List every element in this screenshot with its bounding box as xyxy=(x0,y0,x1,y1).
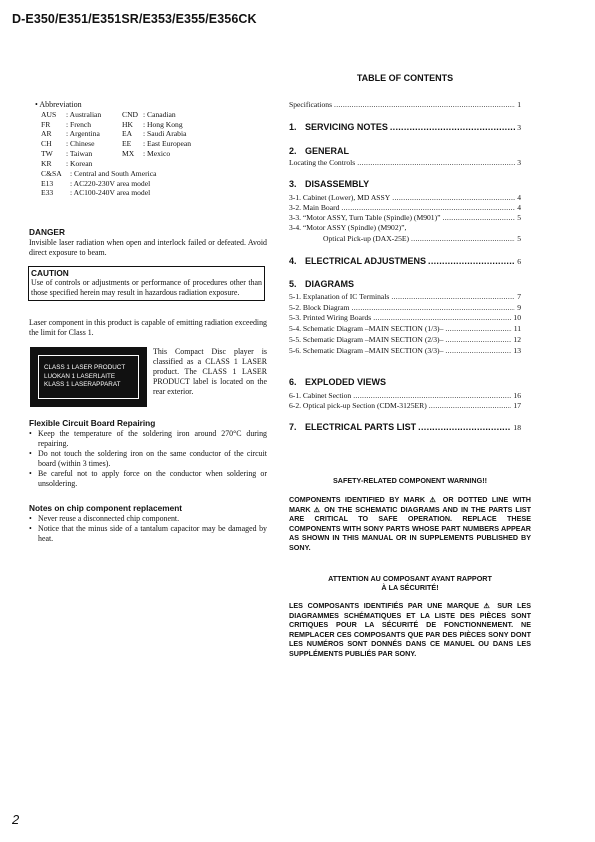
toc-title: TABLE OF CONTENTS xyxy=(356,73,454,83)
abbreviation-item: C&SA : Central and South America xyxy=(41,168,157,178)
safety-warning-body-fr: LES COMPOSANTS IDENTIFIÉS PAR UNE MARQUE ⚠ SUR LES DIAGRAMMES SCHÉMATIQUES ET LA LISTE DES PIÈCES SONT CRITIQUES POUR LA SÉCURITÉ DE FONCTIONNEMENT. NE REMPLACER CES COMPOSANTS QUE PAR DES PIÈCES SONY DONT LES NUMÉROS SONT DONNÉS DANS CE MANUEL OU DANS LES SUPPLÉMENTS PUBLIÉS PAR SONY. xyxy=(289,601,531,658)
toc-item[interactable]: 5-1. Explanation of IC Terminals ..... 7 xyxy=(289,292,521,301)
danger-heading: DANGER xyxy=(29,227,65,237)
toc-section-electrical-adjustments[interactable]: 4. ELECTRICAL ADJUSTMENS ..... 6 xyxy=(289,256,521,266)
class1-laser-label-image xyxy=(30,347,147,407)
safety-warning-title: SAFETY-RELATED COMPONENT WARNING!! xyxy=(333,476,487,485)
toc-item[interactable]: Optical Pick-up (DAX-25E) ..... 5 xyxy=(323,234,521,243)
laser-classification-text: This Compact Disc player is classified as a CLASS 1 LASER product. The CLASS 1 LASER PRODUCT label is located on the rear exterior. xyxy=(153,347,267,396)
toc-item[interactable]: 5-3. Printed Wiring Boards ..... 10 xyxy=(289,313,521,322)
abbreviation-item: EE : East European xyxy=(122,139,192,149)
toc-item[interactable]: Locating the Controls ..... 3 xyxy=(289,158,521,167)
abbreviation-block xyxy=(29,100,267,198)
page-number: 2 xyxy=(12,812,20,827)
fpc-repair-block xyxy=(29,418,267,489)
chip-replacement-block xyxy=(29,503,267,544)
abbreviation-item: KR : Korean xyxy=(41,158,93,168)
abbreviation-item: HK : Hong Kong xyxy=(122,119,183,129)
danger-block xyxy=(29,227,267,258)
caution-text: Use of controls or adjustments or performance of procedures other than those specified herein may result in hazardous radiation exposure. xyxy=(31,278,262,297)
safety-warning-french xyxy=(289,574,531,658)
list-item: • Notice that the minus side of a tantalum capacitor may be damaged by heat. xyxy=(29,524,267,544)
abbreviation-heading: • Abbreviation xyxy=(35,100,82,109)
toc-section-general[interactable]: 2. GENERAL xyxy=(289,146,350,156)
toc-item[interactable]: 3-3. “Motor ASSY, Turn Table (Spindle) (M901)” ..... 5 xyxy=(289,213,521,222)
toc-item[interactable]: 5-6. Schematic Diagram –MAIN SECTION (3/3)– ..... 13 xyxy=(289,346,521,355)
danger-text: Invisible laser radiation when open and interlock failed or defeated. Avoid direct exposure to beam. xyxy=(29,238,267,257)
abbreviation-item: TW : Taiwan xyxy=(41,148,93,158)
toc-section-exploded-views[interactable]: 6. EXPLODED VIEWS xyxy=(289,377,387,387)
abbreviation-table xyxy=(41,110,267,179)
toc-item[interactable]: 3-2. Main Board ..... 4 xyxy=(289,203,521,212)
safety-warning-body: COMPONENTS IDENTIFIED BY MARK ⚠ OR DOTTED LINE WITH MARK ⚠ ON THE SCHEMATIC DIAGRAMS AND IN THE PARTS LIST ARE CRITICAL TO SAFE OPERATION. REPLACE THESE COMPONENTS WITH SONY PARTS WHOSE PART NUMBERS APPEAR AS SHOWN IN THIS MANUAL OR IN SUPPLEMENTS PUBLISHED BY SONY. xyxy=(289,495,531,552)
toc-item[interactable]: 5-4. Schematic Diagram –MAIN SECTION (1/3)– ..... 11 xyxy=(289,324,521,333)
abbreviation-item: AUS : Australian xyxy=(41,109,102,119)
abbreviation-item: E13 : AC220-230V area model xyxy=(41,178,151,188)
toc-item[interactable]: 6-2. Optical pick-up Section (CDM-3125ER) ..... 17 xyxy=(289,401,521,410)
toc-section-diagrams[interactable]: 5. DIAGRAMS xyxy=(289,279,354,289)
toc-section-electrical-parts-list[interactable]: 7. ELECTRICAL PARTS LIST ..... 18 xyxy=(289,422,521,432)
toc-item[interactable]: 5-5. Schematic Diagram –MAIN SECTION (2/3)– ..... 12 xyxy=(289,335,521,344)
laser-note: Laser component in this product is capable of emitting radiation exceeding the limit for Class 1. xyxy=(29,318,267,337)
toc-item[interactable]: 3-1. Cabinet (Lower), MD ASSY ..... 4 xyxy=(289,193,521,202)
abbreviation-item: FR : French xyxy=(41,119,92,129)
laser-label-text: CLASS 1 LASER PRODUCT LUOKAN 1 LASERLAITE KLASS 1 LASERAPPARAT xyxy=(44,364,126,389)
toc-item[interactable]: 5-2. Block Diagram ..... 9 xyxy=(289,303,521,312)
abbreviation-item: E33 : AC100-240V area model xyxy=(41,188,151,198)
list-item: • Keep the temperature of the soldering iron around 270°C during repairing. xyxy=(29,429,267,449)
abbreviation-item: CND : Canadian xyxy=(122,109,176,119)
chip-heading: Notes on chip component replacement xyxy=(29,503,183,513)
toc-item[interactable]: 3-4. “Motor ASSY (Spindle) (M902)”, xyxy=(289,223,407,232)
abbreviation-heading-text: Abbreviation xyxy=(39,100,82,109)
model-title: D-E350/E351/E351SR/E353/E355/E356CK xyxy=(12,12,257,26)
abbreviation-item: EA : Saudi Arabia xyxy=(122,129,187,139)
caution-heading: CAUTION xyxy=(31,268,69,278)
toc-item[interactable]: 6-1. Cabinet Section ..... 16 xyxy=(289,391,521,400)
abbreviation-item: CH : Chinese xyxy=(41,139,95,149)
abbreviation-item: AR : Argentina xyxy=(41,129,100,139)
list-item: • Never reuse a disconnected chip component. xyxy=(29,514,267,524)
toc-section-servicing-notes[interactable]: 1. SERVICING NOTES ..... 3 xyxy=(289,122,521,132)
abbreviation-item: MX : Mexico xyxy=(122,148,171,158)
toc-item-specifications[interactable]: Specifications ..... 1 xyxy=(289,100,521,109)
fpc-heading: Flexible Circuit Board Repairing xyxy=(29,418,156,428)
safety-warning-title-fr: ATTENTION AU COMPOSANT AYANT RAPPORT À LA SÉCURITÉ! xyxy=(328,574,492,592)
list-item: • Do not touch the soldering iron on the same conductor of the circuit board (within 3 times). xyxy=(29,449,267,469)
caution-box xyxy=(28,266,265,301)
list-item: • Be careful not to apply force on the conductor when soldering or unsoldering. xyxy=(29,469,267,489)
toc-section-disassembly[interactable]: 3. DISASSEMBLY xyxy=(289,179,370,189)
safety-warning-english xyxy=(289,476,531,552)
